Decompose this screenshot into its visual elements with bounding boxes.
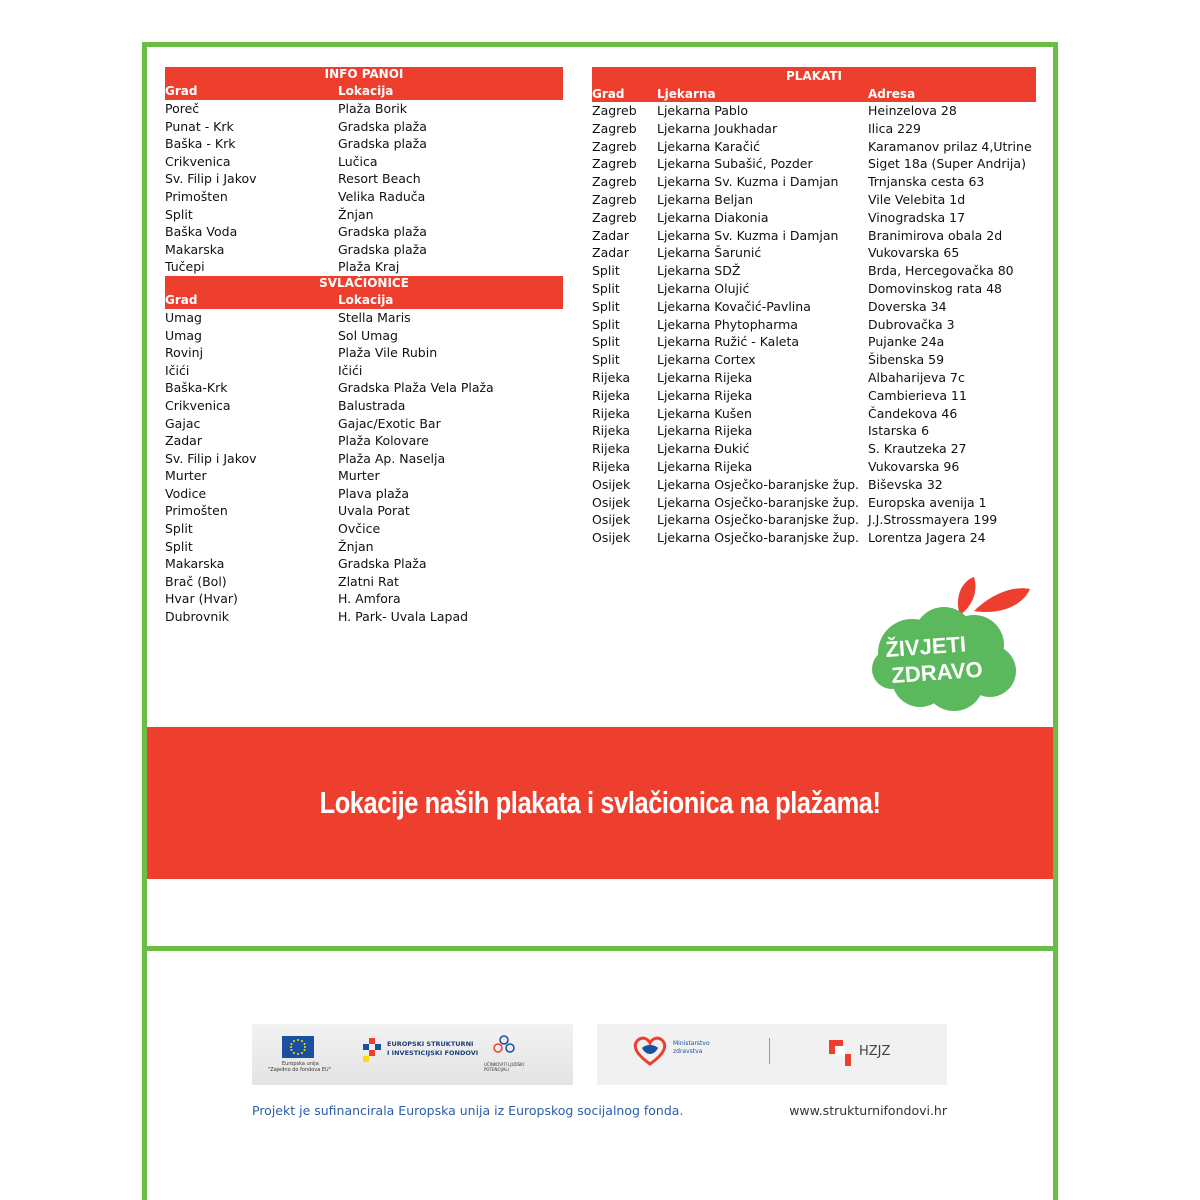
cell-pharmacy: Ljekarna Rijeka [657,458,753,474]
cell-city: Baška Voda [165,224,238,240]
cell-pharmacy: Ljekarna SDŽ [657,263,741,279]
logo-text-line1: ŽIVJETI [884,631,967,662]
column-header-city: Grad [165,84,198,98]
cell-location: Gradska plaža [338,224,427,240]
cell-city: Crikvenica [165,153,231,169]
cell-city: Sv. Filip i Jakov [165,450,257,466]
cell-location: Gradska Plaža [338,556,427,572]
cell-address: Vile Velebita 1d [868,191,966,207]
headline-banner [147,727,1053,879]
cell-location: Resort Beach [338,171,421,187]
cell-pharmacy: Ljekarna Sv. Kuzma i Damjan [657,174,839,190]
cell-address: Dubrovačka 3 [868,316,955,332]
plakati-title: PLAKATI [785,69,843,83]
cell-city: Punat - Krk [165,118,234,134]
cell-address: Domovinskog rata 48 [868,280,1002,296]
cell-city: Osijek [592,476,631,492]
cell-address: Lorentza Jagera 24 [868,530,986,546]
cell-pharmacy: Ljekarna Sv. Kuzma i Damjan [657,227,839,243]
cell-address: Karamanov prilaz 4,Utrine [868,138,1032,154]
table-row [165,223,563,241]
cell-location: H. Park- Uvala Lapad [338,609,469,625]
cell-address: Istarska 6 [868,423,930,439]
table-row [165,379,563,397]
cell-pharmacy: Ljekarna Olujić [657,280,750,296]
table-row [592,227,1036,245]
info-panoi-header [165,67,563,100]
cell-city: Dubrovnik [165,609,230,625]
cell-city: Split [165,538,193,554]
cell-city: Crikvenica [165,397,231,413]
table-row [592,316,1036,334]
table-row [592,440,1036,458]
cell-location: Plaža Kraj [338,259,400,275]
cell-city: Osijek [592,512,631,528]
cell-location: Plaža Ap. Naselja [338,450,446,466]
cell-location: Stella Maris [338,309,411,325]
cell-city: Zagreb [592,191,637,207]
cell-city: Zagreb [592,156,637,172]
esif-logo-icon [359,1036,385,1062]
cell-city: Split [592,298,620,314]
hzjz-logo-icon [829,1038,855,1068]
cell-city: Baška - Krk [165,136,236,152]
table-row [592,387,1036,405]
table-row [165,608,563,626]
cell-city: Zadar [592,227,629,243]
table-row [592,138,1036,156]
headline-text: Lokacije naših plakata i svlačionica na plažama! [319,785,881,820]
table-row [592,155,1036,173]
cell-pharmacy: Ljekarna Phytopharma [657,316,798,332]
cell-city: Rijeka [592,441,631,457]
cell-pharmacy: Ljekarna Rijeka [657,387,753,403]
ministry-heart-icon [632,1036,668,1066]
cell-pharmacy: Ljekarna Cortex [657,352,756,368]
cell-pharmacy: Ljekarna Beljan [657,191,754,207]
cell-city: Baška-Krk [165,380,228,396]
cell-pharmacy: Ljekarna Osječko-baranjske žup. [657,512,860,528]
cell-city: Zagreb [592,103,637,118]
cell-city: Primošten [165,503,228,519]
info-panoi-title: INFO PANOI [324,67,404,81]
table-row [592,511,1036,529]
cell-location: Ovčice [338,521,381,537]
plakati-column-headers [592,86,1036,102]
cell-city: Zadar [592,245,629,261]
svlacionice-column-headers [165,291,563,309]
cell-address: Vukovarska 65 [868,245,960,261]
cell-city: Osijek [592,494,631,510]
table-row [592,102,1036,120]
cell-city: Umag [165,309,202,325]
cell-pharmacy: Ljekarna Kušen [657,405,752,421]
table-row [165,555,563,573]
cell-pharmacy: Ljekarna Subašić, Pozder [657,156,813,172]
table-row [592,422,1036,440]
cell-city: Vodice [165,485,207,501]
table-row [592,476,1036,494]
table-row [592,244,1036,262]
cell-pharmacy: Ljekarna Rijeka [657,423,753,439]
cell-address: Cambierieva 11 [868,387,967,403]
esif-label-line2: I INVESTICIJSKI FONDOVI [387,1049,479,1057]
cell-location: Gradska plaža [338,118,427,134]
table-row [592,405,1036,423]
cell-city: Zagreb [592,120,637,136]
table-row [592,529,1036,547]
cell-location: Murter [338,468,380,484]
sponsor-divider [769,1038,770,1064]
cell-location: Žnjan [338,206,374,222]
project-funding-text: Projekt je sufinancirala Europska unija iz Europskog socijalnog fonda. [252,1103,684,1118]
table-row [165,344,563,362]
cell-address: Trnjanska cesta 63 [868,174,985,190]
cell-city: Osijek [592,530,631,546]
table-row [165,538,563,556]
cell-city: Makarska [165,556,225,572]
cell-address: Biševska 32 [868,476,943,492]
cell-address: Šibenska 59 [868,352,945,368]
table-row [592,280,1036,298]
cell-address: S. Krautzeka 27 [868,441,967,457]
table-row [592,191,1036,209]
cell-address: Branimirova obala 2d [868,227,1003,243]
cell-city: Split [592,316,620,332]
column-header-address: Adresa [868,87,916,101]
hzjz-label: HZJZ [859,1044,891,1059]
info-panoi-rows [165,100,563,276]
logo-text-line2: ZDRAVO [890,656,984,688]
cell-location: Plaža Vile Rubin [338,345,438,361]
eu-label-line2: "Zajedno do fondova EU" [268,1067,332,1073]
cell-address: J.J.Strossmayera 199 [868,512,998,528]
cell-city: Split [165,521,193,537]
cell-location: H. Amfora [338,591,401,607]
cell-pharmacy: Ljekarna Osječko-baranjske žup. [657,530,860,546]
table-row [165,502,563,520]
cell-pharmacy: Ljekarna Đukić [657,441,750,457]
cell-pharmacy: Ljekarna Osječko-baranjske žup. [657,494,860,510]
cell-location: Plaža Borik [338,101,407,116]
column-header-location: Lokacija [338,292,394,307]
cell-city: Rijeka [592,387,631,403]
website-link[interactable]: www.strukturnifondovi.hr [789,1103,947,1118]
left-tables [165,67,563,626]
table-row [165,450,563,468]
cell-city: Poreč [165,101,200,116]
ljudski-potencijali-icon [492,1034,516,1058]
cell-location: Plaža Kolovare [338,433,429,449]
cell-city: Split [592,280,620,296]
table-row [165,206,563,224]
svlacionice-rows [165,309,563,626]
ministry-label-line1: Ministarstvo [673,1040,710,1047]
column-header-pharmacy: Ljekarna [657,87,716,101]
plakati-header [592,67,1036,102]
cell-location: Gradska plaža [338,136,427,152]
ljudski-potencijali-label: UČINKOVITI LJUDSKI POTENCIJALI [484,1062,524,1072]
eu-label-line1: Europska unija [282,1061,319,1067]
table-row [165,135,563,153]
cell-pharmacy: Ljekarna Kovačić-Pavlina [657,298,811,314]
cell-pharmacy: Ljekarna Rijeka [657,369,753,385]
cell-pharmacy: Ljekarna Joukhadar [657,120,778,136]
table-row [592,369,1036,387]
svlacionice-header [165,276,563,309]
cell-location: Gajac/Exotic Bar [338,415,441,431]
table-row [165,415,563,433]
cell-city: Murter [165,468,207,484]
cell-city: Split [592,263,620,279]
eu-flag-icon [282,1036,314,1058]
table-row [592,173,1036,191]
cell-city: Gajac [165,415,201,431]
ministry-label-line2: zdravstva [673,1048,703,1055]
cell-location: Gradska plaža [338,241,427,257]
table-row [165,327,563,345]
cell-address: Albaharijeva 7c [868,369,965,385]
cell-city: Zadar [165,433,202,449]
svlacionice-title: SVLAČIONICE [319,275,409,290]
cell-location: Žnjan [338,538,374,554]
cell-location: Velika Raduča [338,188,426,204]
cell-city: Rovinj [165,345,204,361]
table-row [592,333,1036,351]
table-row [165,309,563,327]
table-row [592,458,1036,476]
cell-city: Tučepi [165,259,205,275]
cell-city: Rijeka [592,405,631,421]
cell-address: Doverska 34 [868,298,947,314]
table-row [165,241,563,259]
cell-location: Sol Umag [338,327,398,343]
esif-label-line1: EUROPSKI STRUKTURNI [387,1040,474,1048]
sponsor-logos-strip [252,1024,947,1085]
ministry-hzjz-panel [597,1024,947,1085]
plakati-table [592,67,1036,547]
cell-location: Uvala Porat [338,503,410,519]
cell-address: Europska avenija 1 [868,494,987,510]
table-row [165,153,563,171]
cell-address: Heinzelova 28 [868,103,957,118]
info-panoi-column-headers [165,82,563,100]
table-row [592,120,1036,138]
cell-address: Pujanke 24a [868,334,945,350]
table-row [165,573,563,591]
table-row [592,494,1036,512]
cell-city: Split [165,206,193,222]
table-row [165,362,563,380]
green-divider [147,946,1053,951]
cell-address: Čandekova 46 [868,405,958,421]
cell-city: Zagreb [592,138,637,154]
table-row [592,209,1036,227]
cell-address: Brda, Hercegovačka 80 [868,263,1014,279]
table-row [165,188,563,206]
column-header-location: Lokacija [338,84,394,98]
column-header-city: Grad [592,87,625,101]
cell-city: Zagreb [592,209,637,225]
cell-pharmacy: Ljekarna Šarunić [657,245,762,261]
cell-location: Lučica [338,153,378,169]
zivjeti-zdravo-logo [862,575,1037,715]
table-row [165,118,563,136]
cell-city: Zagreb [592,174,637,190]
table-row [165,432,563,450]
table-row [165,258,563,276]
cell-location: Zlatni Rat [338,573,399,589]
table-row [165,100,563,118]
cell-pharmacy: Ljekarna Osječko-baranjske žup. [657,476,860,492]
table-row [165,467,563,485]
table-row [592,298,1036,316]
cell-location: Ičići [338,362,363,378]
cell-address: Vukovarska 96 [868,458,960,474]
table-row [165,520,563,538]
cell-city: Primošten [165,188,228,204]
cell-city: Brač (Bol) [165,573,227,589]
cell-address: Vinogradska 17 [868,209,966,225]
table-row [592,351,1036,369]
column-header-city: Grad [165,292,198,307]
table-row [165,590,563,608]
cell-city: Hvar (Hvar) [165,591,238,607]
cell-pharmacy: Ljekarna Diakonia [657,209,769,225]
cell-city: Umag [165,327,202,343]
cell-city: Makarska [165,241,225,257]
table-row [592,262,1036,280]
table-row [165,485,563,503]
table-row [165,397,563,415]
plakati-rows [592,102,1036,547]
cell-address: Siget 18a (Super Andrija) [868,156,1026,172]
cell-location: Gradska Plaža Vela Plaža [338,380,494,396]
cell-city: Split [592,334,620,350]
cell-city: Rijeka [592,423,631,439]
logo-leaves-icon [958,577,1030,615]
cell-city: Split [592,352,620,368]
cell-city: Sv. Filip i Jakov [165,171,257,187]
cell-city: Ičići [165,362,190,378]
table-row [165,170,563,188]
cell-address: Ilica 229 [868,120,921,136]
cell-pharmacy: Ljekarna Karačić [657,138,760,154]
cell-location: Plava plaža [338,485,409,501]
cell-pharmacy: Ljekarna Pablo [657,103,748,118]
cell-city: Rijeka [592,458,631,474]
cell-pharmacy: Ljekarna Ružić - Kaleta [657,334,800,350]
cell-location: Balustrada [338,397,406,413]
cell-city: Rijeka [592,369,631,385]
